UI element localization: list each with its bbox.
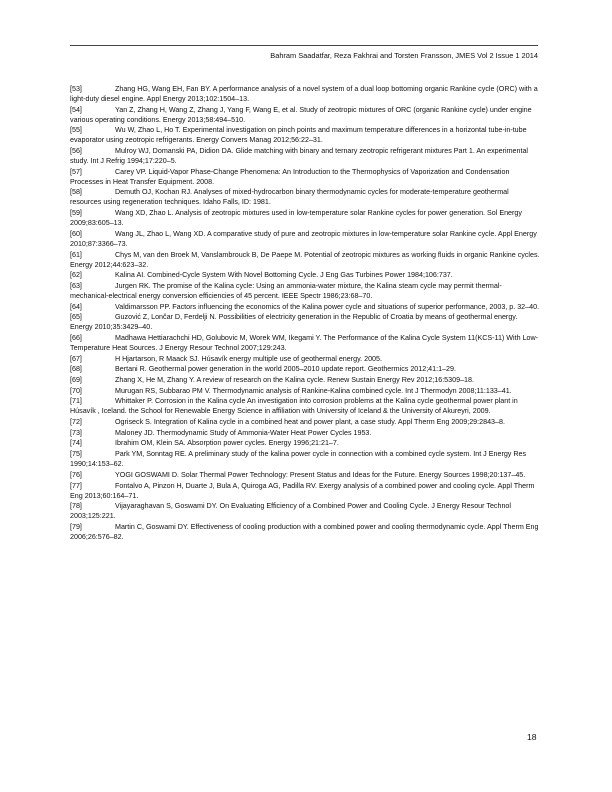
reference-number: [69] <box>70 376 82 384</box>
page-number: 18 <box>527 732 537 742</box>
reference-text: Zhang HG, Wang EH, Fan BY. A performance analysis of a novel system of a dual loop bottoming organic Rankine cycle (ORC) with a light-duty diesel engine. Appl Energy 2013;102:1504–13. <box>70 85 538 103</box>
reference-entry <box>70 522 540 542</box>
reference-entry <box>70 417 540 427</box>
reference-number: [79] <box>70 522 82 531</box>
reference-entry <box>70 364 540 374</box>
reference-entry <box>70 312 540 332</box>
reference-number: [54] <box>70 105 82 114</box>
reference-number: [78] <box>70 502 82 511</box>
reference-number: [67] <box>70 354 82 363</box>
running-header <box>70 45 538 60</box>
reference-number: [66] <box>70 333 82 342</box>
reference-number: [76] <box>70 470 82 479</box>
reference-entry <box>70 187 540 207</box>
reference-entry <box>70 386 540 396</box>
reference-number: [65] <box>70 313 82 322</box>
reference-number: [74] <box>70 439 82 448</box>
reference-text: Mulroy WJ, Domanski PA, Didion DA. Glide matching with binary and ternary zeotropic refrigerant mixtures Part 1. An experimental study. Int J Refrig 1994;17:220–5. <box>70 147 528 166</box>
reference-number: [68] <box>70 365 82 374</box>
reference-entry <box>70 105 540 125</box>
reference-entry <box>70 438 540 448</box>
reference-text: Ogriseck S. Integration of Kalina cycle in a combined heat and power plant, a case study. Appl Therm Eng 2009;29:2843–8. <box>115 418 505 427</box>
reference-entry <box>70 354 540 364</box>
reference-number: [70] <box>70 386 82 395</box>
reference-number: [61] <box>70 250 82 259</box>
reference-text: Martin C, Goswami DY. Effectiveness of cooling production with a combined power and cooling thermodynamic cycle. Appl Therm Eng 2006;26:576–82. <box>70 522 539 541</box>
reference-text: Whittaker P. Corrosion in the Kalina cycle An investigation into corrosion problems at the Kalina cycle geothermal power plant in Húsavík , Iceland. the School for Renewable Energy Science in affiliation with University of Iceland & the University of Akureyri, 2009. <box>70 397 518 416</box>
reference-number: [62] <box>70 271 82 280</box>
reference-entry <box>70 167 540 187</box>
reference-list <box>70 84 540 543</box>
reference-number: [56] <box>70 147 82 156</box>
reference-text: YOGI GOSWAMI D. Solar Thermal Power Technology: Present Status and Ideas for the Future. Energy Sources 1998;20:137–45. <box>115 470 526 479</box>
reference-entry <box>70 281 540 301</box>
reference-entry <box>70 449 540 469</box>
reference-number: [75] <box>70 450 82 459</box>
reference-text: Carey VP. Liquid-Vapor Phase-Change Phenomena: An Introduction to the Thermophysics of Vaporization and Condensation Processes in Heat Transfer Equipment. 2008. <box>70 167 510 186</box>
reference-text: H Hjartarson, R Maack SJ. Húsavík energy multiple use of geothermal energy. 2005. <box>115 354 382 363</box>
reference-number: [55] <box>70 126 82 135</box>
reference-text: Fontalvo A, Pinzon H, Duarte J, Bula A, Quiroga AG, Padilla RV. Exergy analysis of a combined power and cooling cycle. Appl Therm Eng 2013;60:164–71. <box>70 481 535 500</box>
reference-number: [57] <box>70 167 82 176</box>
reference-text: Wu W, Zhao L, Ho T. Experimental investigation on pinch points and maximum temperature differences in a horizontal tube-in-tube evaporator using zeotropic refrigerants. Energy Convers Manag 2012;56:22–31. <box>70 126 527 145</box>
reference-text: Park YM, Sonntag RE. A preliminary study of the kalina power cycle in connection with a combined cycle system. Int J Energy Res 1990;14:153–62. <box>70 450 527 469</box>
reference-text: Kalina AI. Combined-Cycle System With Novel Bottoming Cycle. J Eng Gas Turbines Power 1984;106:737. <box>115 271 453 280</box>
reference-text: Ibrahim OM, Klein SA. Absorption power cycles. Energy 1996;21:21–7. <box>115 439 339 448</box>
reference-entry <box>70 146 540 166</box>
reference-entry <box>70 208 540 228</box>
reference-number: [77] <box>70 481 82 490</box>
reference-text: Chys M, van den Broek M, Vanslambrouck B, De Paepe M. Potential of zeotropic mixtures as working fluids in organic Rankine cycles. Energy 2012;44:623–32. <box>70 250 540 269</box>
reference-entry <box>70 481 540 501</box>
reference-entry <box>70 501 540 521</box>
reference-entry <box>70 396 540 416</box>
reference-entry <box>70 375 540 385</box>
reference-text: Vijayaraghavan S, Goswami DY. On Evaluating Efficiency of a Combined Power and Cooling Cycle. J Energy Resour Technol 2003;125:221. <box>70 502 511 521</box>
reference-text: Wang JL, Zhao L, Wang XD. A comparative study of pure and zeotropic mixtures in low-temperature solar Rankine cycle. Appl Energy 2010;87:3366–73. <box>70 229 537 248</box>
reference-text: Wang XD, Zhao L. Analysis of zeotropic mixtures used in low-temperature solar Rankine cycles for power generation. Sol Energy 2009;83:605–13. <box>70 209 522 228</box>
reference-text: Murugan RS, Subbarao PM V. Thermodynamic analysis of Rankine-Kalina combined cycle. Int J Thermodyn 2008;11:133–41. <box>115 386 512 395</box>
reference-text: Bertani R. Geothermal power generation in the world 2005–2010 update report. Geothermics 2012;41:1–29. <box>115 365 456 374</box>
reference-text: Zhang X, He M, Zhang Y. A review of research on the Kalina cycle. Renew Sustain Energy Rev 2012;16:5309–18. <box>115 376 474 384</box>
reference-entry <box>70 229 540 249</box>
reference-entry <box>70 428 540 438</box>
running-title: Bahram Saadatfar, Reza Fakhrai and Torsten Fransson, JMES Vol 2 Issue 1 2014 <box>270 51 538 60</box>
reference-number: [60] <box>70 229 82 238</box>
reference-number: [64] <box>70 302 82 311</box>
reference-number: [53] <box>70 85 82 93</box>
reference-text: Jurgen RK. The promise of the Kalina cycle: Using an ammonia-water mixture, the Kalina steam cycle may permit thermal-mechanical-electrical energy conversion efficiencies of 45 percent. IEEE Spectr 1986;23:68–70. <box>70 281 502 300</box>
reference-entry <box>70 270 540 280</box>
reference-entry <box>70 125 540 145</box>
reference-entry <box>70 250 540 270</box>
reference-number: [63] <box>70 281 82 290</box>
reference-number: [71] <box>70 397 82 406</box>
reference-number: [73] <box>70 428 82 437</box>
reference-number: [72] <box>70 418 82 427</box>
reference-text: Madhawa Hettiarachchi HD, Golubovic M, Worek WM, Ikegami Y. The Performance of the Kalina Cycle System 11(KCS-11) With Low-Temperature Heat Sources. J Energy Resour Technol 2007;129:243. <box>70 333 539 352</box>
reference-text: Valdimarsson PP. Factors influencing the economics of the Kalina power cycle and situations of superior performance, 2003, p. 32–40. <box>115 302 540 311</box>
reference-number: [59] <box>70 209 82 218</box>
reference-number: [58] <box>70 188 82 197</box>
reference-entry <box>70 470 540 480</box>
reference-text: Maloney JD. Thermodynamic Study of Ammonia-Water Heat Power Cycles 1953. <box>115 428 372 437</box>
reference-text: Yan Z, Zhang H, Wang Z, Zhang J, Yang F, Wang E, et al. Study of zeotropic mixtures of ORC (organic Rankine cycle) under engine various operating conditions. Energy 2013;58:494–510. <box>70 105 532 124</box>
reference-entry <box>70 302 540 312</box>
reference-entry <box>70 84 540 104</box>
reference-entry <box>70 333 540 353</box>
reference-text: Demuth OJ, Kochan RJ. Analyses of mixed-hydrocarbon binary thermodynamic cycles for moderate-temperature geothermal resources using regeneration techniques. Idaho Falls, ID: 1981. <box>70 188 509 207</box>
reference-text: Guzović Z, Lončar D, Ferdelji N. Possibilities of electricity generation in the Republic of Croatia by means of geothermal energy. Energy 2010;35:3429–40. <box>70 313 518 332</box>
